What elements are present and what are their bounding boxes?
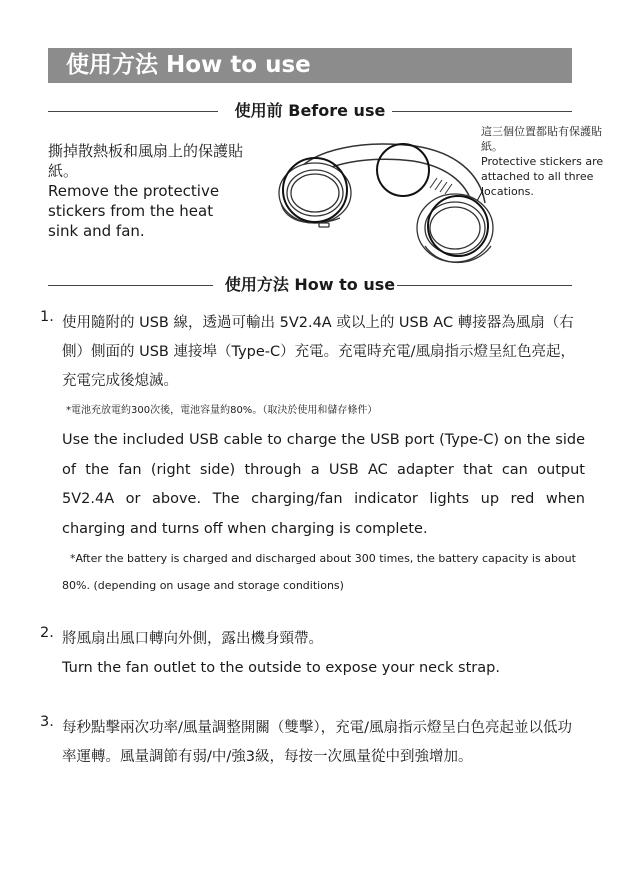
sticker-locations-callout (481, 124, 606, 199)
how-to-use-heading: 使用方法 How to use (224, 275, 396, 294)
step-number: 1. (40, 309, 54, 325)
step-1-note-zh: *電池充放電約300次後，電池容量約80%。（取決於使用和儲存條件） (66, 405, 378, 416)
step-number: 2. (40, 625, 54, 641)
callout-en: Protective stickers are attached to all three locations. (481, 155, 604, 198)
before-use-divider (48, 99, 572, 123)
how-to-use-divider (48, 273, 572, 297)
before-use-heading: 使用前 Before use (234, 101, 386, 120)
step-2-zh: 將風扇出風口轉向外側，露出機身頸帶。 (62, 631, 323, 647)
neck-fan-illustration (255, 128, 515, 273)
step-1-zh: 使用隨附的 USB 線，透過可輸出 5V2.4A 或以上的 USB AC 轉接器為風扇（右側）側面的 USB 連接埠（Type-C）充電。充電時充電/風扇指示燈呈紅色亮起，充電完成後熄滅。 (62, 315, 576, 389)
step-1 (40, 309, 585, 599)
step-1-note-en-cont: 80%. (depending on usage and storage conditions) (62, 579, 344, 592)
step-number: 3. (40, 714, 54, 730)
step-3-zh: 每秒點擊兩次功率/風量調整開關（雙擊），充電/風扇指示燈呈白色亮起並以低功率運轉。風量調節有弱/中/強3級，每按一次風量從中到強增加。 (62, 720, 573, 765)
divider-line-right (392, 111, 572, 112)
step-1-note-en: *After the battery is charged and discharged about 300 times, the battery capacity is about (70, 552, 576, 565)
remove-stickers-en: Remove the protective stickers from the heat sink and fan. (48, 182, 220, 240)
step-2 (40, 625, 585, 684)
page-title: 使用方法 How to use (48, 48, 572, 83)
step-2-en: Turn the fan outlet to the outside to expose your neck strap. (62, 660, 500, 676)
step-3 (40, 714, 585, 772)
remove-stickers-instruction (48, 141, 248, 241)
divider-line-right (397, 285, 572, 286)
callout-zh: 這三個位置都貼有保護貼紙。 (481, 125, 602, 153)
remove-stickers-zh: 撕掉散熱板和風扇上的保護貼紙。 (48, 142, 244, 180)
step-1-en: Use the included USB cable to charge the USB port (Type-C) on the side of the fan (right side) through a USB AC adapter that can output 5V2.4A or above. The charging/fan indicator lights up red when charging and turns off when charging is complete. (62, 432, 585, 537)
